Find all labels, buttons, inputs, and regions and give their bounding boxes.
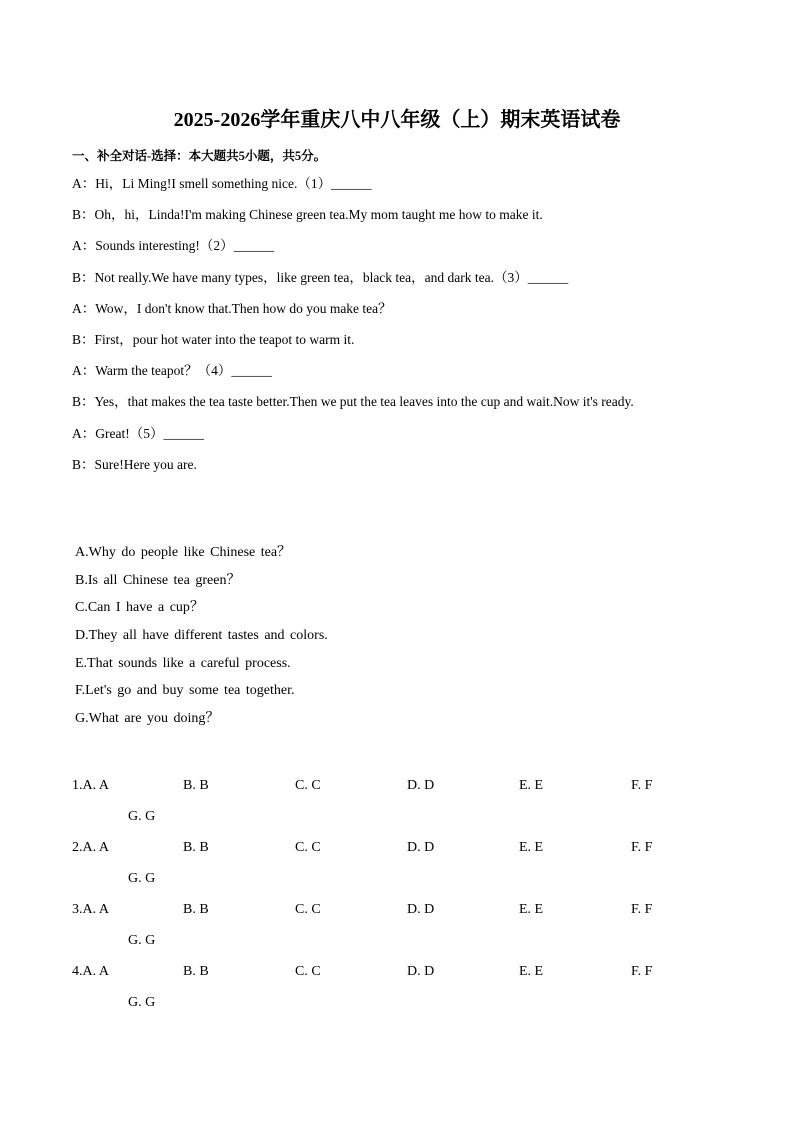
question-row bbox=[72, 900, 752, 931]
question-row bbox=[72, 993, 752, 1024]
question-4-choice-a[interactable] bbox=[72, 962, 109, 982]
dialogue-line: A：Wow，I don't know that.Then how do you make tea？ bbox=[72, 300, 392, 316]
question-2-choice-a[interactable] bbox=[72, 838, 109, 858]
question-list bbox=[72, 776, 752, 1024]
question-4-choice-f[interactable]: F. F bbox=[631, 964, 653, 979]
option-item: B.Is all Chinese tea green？ bbox=[75, 572, 241, 588]
question-4-choice-c[interactable]: C. C bbox=[295, 964, 321, 979]
choice-label: A. A bbox=[82, 902, 109, 917]
question-3-choice-g[interactable]: G. G bbox=[128, 933, 156, 948]
question-2-choice-d[interactable]: D. D bbox=[407, 840, 435, 855]
question-row bbox=[72, 838, 752, 869]
question-number: 1. bbox=[72, 778, 83, 793]
exam-title: 2025-2026学年重庆八中八年级（上）期末英语试卷 bbox=[173, 109, 621, 131]
dialogue-line: B：Not really.We have many types，like green tea，black tea，and dark tea.（3）______ bbox=[72, 269, 569, 285]
question-2-choice-c[interactable]: C. C bbox=[295, 840, 321, 855]
option-item: F.Let's go and buy some tea together. bbox=[75, 683, 295, 699]
dialogue-line: A：Hi，Li Ming!I smell something nice.（1）______ bbox=[72, 176, 372, 191]
dialogue-line: B：Yes，that makes the tea taste better.Then we put the tea leaves into the cup and wait.Now it's ready. bbox=[72, 394, 634, 410]
dialogue-line: A：Great!（5）______ bbox=[72, 425, 204, 441]
question-1-choice-a[interactable] bbox=[72, 776, 109, 796]
question-4-choice-d[interactable]: D. D bbox=[407, 964, 435, 979]
question-1-choice-g[interactable]: G. G bbox=[128, 809, 156, 824]
dialogue-line: B：First，pour hot water into the teapot to warm it. bbox=[72, 331, 355, 347]
question-number: 3. bbox=[72, 902, 83, 917]
question-3-choice-e[interactable]: E. E bbox=[519, 902, 544, 917]
question-1-choice-b[interactable]: B. B bbox=[183, 778, 209, 793]
question-1-choice-f[interactable]: F. F bbox=[631, 778, 653, 793]
question-3-choice-d[interactable]: D. D bbox=[407, 902, 435, 917]
question-4-choice-g[interactable]: G. G bbox=[128, 995, 156, 1010]
option-item: A.Why do people like Chinese tea？ bbox=[75, 545, 292, 560]
question-3-choice-f[interactable]: F. F bbox=[631, 902, 653, 917]
question-number: 2. bbox=[72, 840, 83, 855]
question-1-choice-c[interactable]: C. C bbox=[295, 778, 321, 793]
question-4-choice-b[interactable]: B. B bbox=[183, 964, 209, 979]
question-2-choice-b[interactable]: B. B bbox=[183, 840, 209, 855]
section-heading: 一、补全对话-选择：本大题共5小题，共5分。 bbox=[72, 149, 327, 163]
dialogue-line: B：Oh，hi，Linda!I'm making Chinese green tea.My mom taught me how to make it. bbox=[72, 207, 543, 223]
question-row bbox=[72, 869, 752, 900]
choice-label: A. A bbox=[82, 778, 109, 793]
choice-label: A. A bbox=[82, 840, 109, 855]
question-1-choice-e[interactable]: E. E bbox=[519, 778, 544, 793]
question-2-choice-g[interactable]: G. G bbox=[128, 871, 156, 886]
dialogue-line: B：Sure!Here you are. bbox=[72, 456, 197, 472]
question-2-choice-f[interactable]: F. F bbox=[631, 840, 653, 855]
question-3-choice-a[interactable] bbox=[72, 900, 109, 920]
question-3-choice-b[interactable]: B. B bbox=[183, 902, 209, 917]
question-2-choice-e[interactable]: E. E bbox=[519, 840, 544, 855]
question-1-choice-d[interactable]: D. D bbox=[407, 778, 435, 793]
question-4-choice-e[interactable]: E. E bbox=[519, 964, 544, 979]
option-item: G.What are you doing？ bbox=[75, 711, 220, 727]
dialogue bbox=[72, 174, 752, 486]
question-row bbox=[72, 931, 752, 962]
question-row bbox=[72, 807, 752, 838]
answer-options bbox=[75, 543, 328, 737]
dialogue-line: A：Sounds interesting!（2）______ bbox=[72, 238, 275, 254]
option-item: D.They all have different tastes and colors. bbox=[75, 628, 328, 644]
option-item: C.Can I have a cup？ bbox=[75, 600, 204, 616]
choice-label: A. A bbox=[82, 964, 109, 979]
dialogue-line: A：Warm the teapot？（4）______ bbox=[72, 363, 272, 379]
question-row bbox=[72, 776, 752, 807]
question-number: 4. bbox=[72, 964, 83, 979]
question-row bbox=[72, 962, 752, 993]
option-item: E.That sounds like a careful process. bbox=[75, 655, 291, 671]
question-3-choice-c[interactable]: C. C bbox=[295, 902, 321, 917]
